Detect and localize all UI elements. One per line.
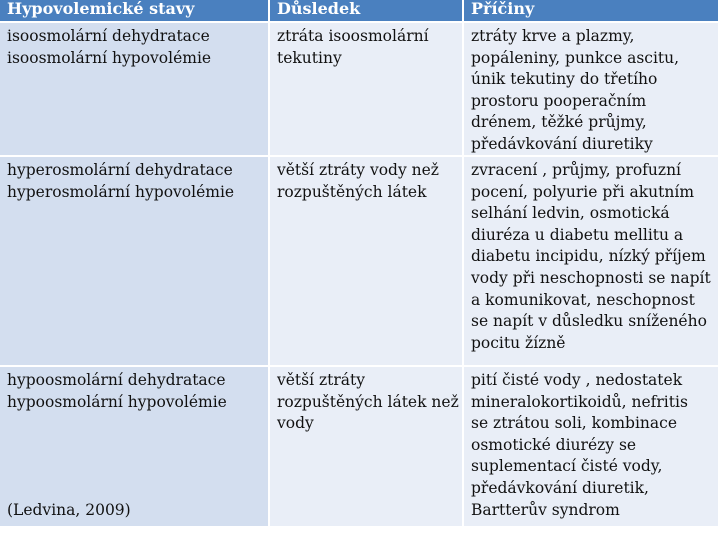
row2-priciny: [464, 157, 720, 367]
row3-dusledek: [270, 367, 464, 528]
text-line: větší ztráty: [277, 371, 366, 389]
text-line: Bartterův syndrom: [471, 500, 620, 519]
text-line: ztráty krve a plazmy,: [471, 27, 635, 45]
text-line: větší ztráty vody než: [277, 161, 439, 179]
row2-dusledek: [270, 157, 464, 367]
text-line: diabetu incipidu, nízký příjem: [471, 247, 706, 266]
text-line: pocitu žízně: [471, 333, 566, 352]
text-line: hyperosmolární hypovolémie: [7, 182, 235, 201]
text-line: isoosmolární hypovolémie: [7, 48, 212, 67]
header-dusledek: Důsledek: [270, 0, 464, 23]
row1-priciny: [464, 23, 720, 157]
text-line: pití čisté vody , nedostatek: [471, 371, 683, 389]
text-line: osmotické diurézy se: [471, 435, 637, 454]
text-line: suplementací čisté vody,: [471, 457, 663, 476]
text-line: tekutiny: [277, 48, 342, 67]
text-line: pocení, polyurie při akutním: [471, 182, 695, 201]
text-line: hyperosmolární dehydratace: [7, 161, 233, 179]
text-line: isoosmolární dehydratace: [7, 27, 210, 45]
text-line: hypoosmolární hypovolémie: [7, 392, 227, 411]
text-line: rozpuštěných látek než: [277, 392, 459, 411]
row1-dusledek: [270, 23, 464, 157]
text-line: diuréza u diabetu mellitu a: [471, 225, 684, 244]
text-line: se ztrátou soli, kombinace: [471, 414, 678, 433]
text-line: ztráta isoosmolární: [277, 27, 429, 45]
text-line: vody při neschopnosti se napít: [471, 268, 711, 287]
text-line: předávkování diuretiky: [471, 134, 653, 153]
citation: (Ledvina, 2009): [7, 501, 131, 520]
text-line: únik tekutiny do třetího: [471, 70, 658, 89]
text-line: předávkování diuretik,: [471, 478, 649, 497]
text-line: popáleniny, punkce ascitu,: [471, 48, 680, 67]
text-line: zvracení , průjmy, profuzní: [471, 161, 682, 179]
text-line: se napít v důsledku sníženého: [471, 312, 707, 331]
row1-stav: [0, 23, 270, 157]
text-line: prostoru pooperačním: [471, 91, 647, 110]
row3-priciny: [464, 367, 720, 528]
text-line: hypoosmolární dehydratace: [7, 371, 226, 389]
text-line: mineralokortikoidů, nefritis: [471, 392, 688, 411]
text-line: drénem, těžké průjmy,: [471, 113, 647, 132]
header-stavy: Hypovolemické stavy: [0, 0, 270, 23]
text-line: selhání ledvin, osmotická: [471, 204, 670, 223]
row2-stav: [0, 157, 270, 367]
row3-stav: [0, 367, 270, 528]
text-line: vody: [277, 414, 314, 433]
header-priciny: Příčiny: [464, 0, 720, 23]
text-line: rozpuštěných látek: [277, 182, 427, 201]
text-line: a komunikovat, neschopnost: [471, 290, 695, 309]
